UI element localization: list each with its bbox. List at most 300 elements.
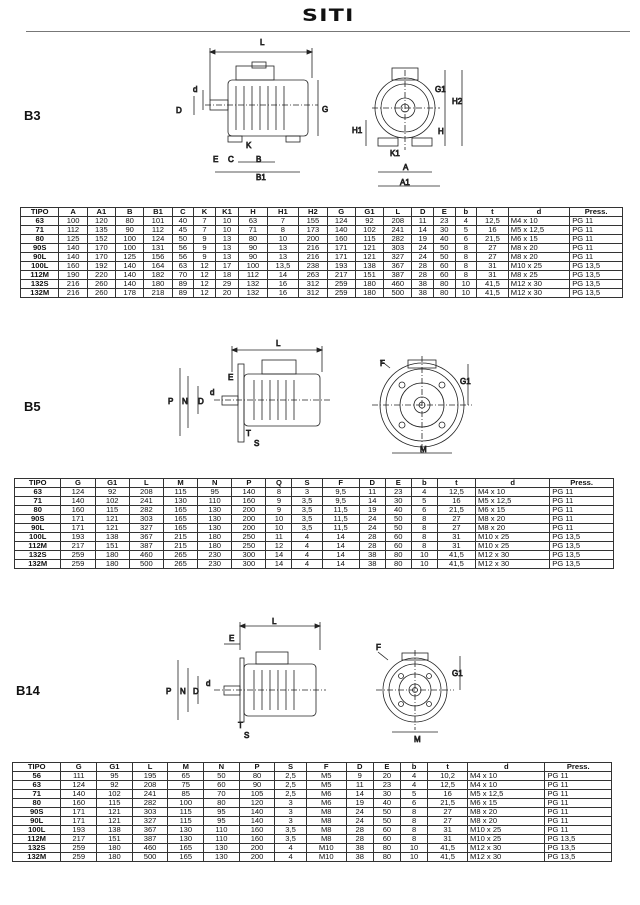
motor-type-cell: 132M: [21, 289, 59, 298]
table-cell: 8: [411, 515, 437, 524]
table-cell: 500: [132, 853, 168, 862]
table-cell: 130: [168, 835, 204, 844]
table-cell: 12: [194, 280, 216, 289]
table-cell: 282: [129, 506, 163, 515]
column-header: K: [194, 208, 216, 217]
table-cell: 121: [97, 817, 133, 826]
table-cell: 19: [359, 506, 385, 515]
table-cell: 40: [373, 799, 400, 808]
table-cell: 282: [132, 799, 168, 808]
table-cell: PG 13,5: [570, 271, 623, 280]
column-header: TIPO: [13, 763, 61, 772]
motor-type-cell: 56: [13, 772, 61, 781]
table-cell: 75: [168, 781, 204, 790]
table-cell: 140: [116, 271, 144, 280]
table-cell: 140: [239, 817, 275, 826]
table-cell: 140: [232, 488, 266, 497]
table-cell: 138: [355, 262, 383, 271]
b14-label-D: D: [193, 687, 199, 696]
column-header: TIPO: [21, 208, 59, 217]
table-cell: 80: [373, 853, 400, 862]
table-cell: 18: [215, 271, 239, 280]
table-cell: 50: [385, 515, 411, 524]
table-cell: 89: [172, 289, 194, 298]
table-header-row: [15, 479, 614, 488]
table-cell: 3: [275, 799, 306, 808]
b5-label-L: L: [276, 339, 281, 348]
table-cell: 216: [299, 244, 327, 253]
table-cell: 27: [437, 515, 475, 524]
table-cell: 11: [359, 488, 385, 497]
table-cell: 90: [116, 226, 144, 235]
column-header: L: [129, 479, 163, 488]
column-header: D: [412, 208, 434, 217]
table-cell: 140: [59, 253, 87, 262]
table-cell: 70: [204, 790, 240, 799]
table-cell: 92: [95, 488, 129, 497]
b14-label-G1: G1: [452, 669, 463, 678]
table-cell: 80: [239, 772, 275, 781]
table-cell: 140: [327, 226, 355, 235]
table-cell: 8: [455, 244, 477, 253]
table-row: [13, 844, 612, 853]
table-cell: 327: [384, 253, 412, 262]
table-cell: 208: [384, 217, 412, 226]
table-cell: M12 x 30: [476, 551, 550, 560]
table-cell: 9: [346, 772, 373, 781]
table-cell: 241: [129, 497, 163, 506]
table-cell: 259: [327, 280, 355, 289]
table-cell: 130: [168, 826, 204, 835]
table-cell: 180: [355, 289, 383, 298]
column-header: A: [59, 208, 87, 217]
table-cell: 121: [95, 524, 129, 533]
b3-label-G: G: [322, 105, 329, 114]
table-cell: PG 11: [545, 817, 612, 826]
table-cell: 12: [194, 262, 216, 271]
table-cell: 180: [97, 853, 133, 862]
table-cell: 500: [129, 560, 163, 569]
column-header: L: [384, 208, 412, 217]
table-cell: 303: [129, 515, 163, 524]
table-cell: 217: [61, 542, 95, 551]
table-cell: 193: [327, 262, 355, 271]
table-cell: 180: [355, 280, 383, 289]
table-cell: 10: [215, 217, 239, 226]
table-cell: 200: [299, 235, 327, 244]
table-cell: 65: [168, 772, 204, 781]
b3-label-C: C: [228, 155, 234, 164]
b5-label-F: F: [380, 359, 385, 368]
table-cell: 80: [433, 289, 455, 298]
table-cell: 23: [373, 781, 400, 790]
b5-front-view: [372, 356, 472, 454]
table-cell: 23: [385, 488, 411, 497]
motor-type-cell: 90S: [21, 244, 59, 253]
b5-label-M: M: [420, 445, 427, 454]
column-header: L: [132, 763, 168, 772]
table-cell: 312: [299, 289, 327, 298]
table-cell: 312: [299, 280, 327, 289]
table-row: [15, 560, 614, 569]
table-cell: 230: [198, 560, 232, 569]
table-cell: 160: [61, 506, 95, 515]
table-cell: 115: [163, 488, 197, 497]
table-cell: 115: [168, 817, 204, 826]
table-cell: 259: [61, 844, 97, 853]
table-cell: 3,5: [292, 506, 322, 515]
table-cell: 19: [346, 799, 373, 808]
motor-type-cell: 63: [21, 217, 59, 226]
b5-label-P: P: [168, 397, 174, 406]
table-cell: 115: [168, 808, 204, 817]
table-cell: 171: [61, 808, 97, 817]
table-cell: M4 x 10: [508, 217, 569, 226]
table-cell: 60: [204, 781, 240, 790]
table-cell: 14: [267, 271, 299, 280]
table-cell: 3: [275, 808, 306, 817]
b5-label-d: d: [210, 388, 215, 397]
column-header: K1: [215, 208, 239, 217]
table-cell: PG 11: [545, 790, 612, 799]
table-row: [21, 280, 623, 289]
table-cell: 50: [204, 772, 240, 781]
table-cell: 132: [239, 289, 267, 298]
table-cell: 56: [172, 244, 194, 253]
column-header: H2: [299, 208, 327, 217]
table-cell: 2,5: [275, 772, 306, 781]
table-cell: M5: [306, 772, 346, 781]
table-cell: M8 x 20: [468, 817, 545, 826]
table-cell: 8: [266, 488, 292, 497]
table-cell: 41,5: [428, 853, 468, 862]
table-cell: 16: [477, 226, 509, 235]
table-cell: 21,5: [477, 235, 509, 244]
table-cell: 80: [116, 217, 144, 226]
table-cell: 28: [412, 271, 434, 280]
table-cell: 10: [400, 844, 427, 853]
motor-type-cell: 90S: [15, 515, 61, 524]
table-cell: 20: [215, 289, 239, 298]
table-cell: 259: [61, 853, 97, 862]
table-cell: 41,5: [437, 551, 475, 560]
table-cell: 110: [204, 835, 240, 844]
motor-type-cell: 90L: [13, 817, 61, 826]
column-header: d: [508, 208, 569, 217]
table-cell: PG 13,5: [550, 560, 614, 569]
table-cell: 2,5: [275, 790, 306, 799]
table-row: [13, 772, 612, 781]
table-cell: M10 x 25: [508, 262, 569, 271]
table-cell: 38: [346, 853, 373, 862]
table-cell: 16: [267, 289, 299, 298]
table-cell: 241: [132, 790, 168, 799]
column-header: N: [198, 479, 232, 488]
table-cell: 70: [172, 271, 194, 280]
table-cell: 14: [412, 226, 434, 235]
table-cell: 10: [215, 226, 239, 235]
table-cell: 12: [266, 542, 292, 551]
table-row: [15, 515, 614, 524]
table-cell: 135: [87, 226, 115, 235]
table-row: [13, 790, 612, 799]
table-cell: 193: [61, 826, 97, 835]
table-cell: 140: [61, 497, 95, 506]
b14-side-view: [178, 622, 326, 722]
table-cell: 259: [61, 560, 95, 569]
table-cell: PG 13,5: [570, 289, 623, 298]
table-cell: 90: [239, 244, 267, 253]
b3-label-H1: H1: [352, 126, 363, 135]
table-cell: 387: [384, 271, 412, 280]
table-cell: 100: [168, 799, 204, 808]
b14-label-d: d: [206, 679, 211, 688]
table-cell: PG 11: [570, 235, 623, 244]
table-cell: M8 x 20: [508, 244, 569, 253]
table-cell: 151: [355, 271, 383, 280]
table-cell: 14: [322, 542, 359, 551]
table-cell: 152: [87, 235, 115, 244]
table-cell: 164: [144, 262, 172, 271]
table-cell: PG 13,5: [550, 542, 614, 551]
table-cell: 14: [346, 790, 373, 799]
motor-type-cell: 132M: [13, 853, 61, 862]
table-cell: PG 11: [570, 244, 623, 253]
table-cell: 92: [355, 217, 383, 226]
motor-type-cell: 63: [15, 488, 61, 497]
table-cell: 125: [59, 235, 87, 244]
table-cell: 38: [412, 280, 434, 289]
table-cell: 165: [163, 515, 197, 524]
table-header-row: [13, 763, 612, 772]
table-cell: 121: [355, 253, 383, 262]
table-row: [15, 497, 614, 506]
table-cell: M5 x 12,5: [476, 497, 550, 506]
motor-type-cell: 80: [21, 235, 59, 244]
table-cell: 28: [346, 826, 373, 835]
table-cell: 124: [327, 217, 355, 226]
column-header: E: [373, 763, 400, 772]
table-cell: 303: [384, 244, 412, 253]
table-cell: 100: [116, 235, 144, 244]
table-cell: 10,2: [428, 772, 468, 781]
table-cell: 216: [299, 253, 327, 262]
motor-type-cell: 90L: [21, 253, 59, 262]
motor-type-cell: 132S: [15, 551, 61, 560]
table-cell: 282: [384, 235, 412, 244]
table-cell: M12 x 30: [508, 289, 569, 298]
table-cell: 12,5: [437, 488, 475, 497]
table-cell: PG 11: [545, 772, 612, 781]
table-cell: 28: [359, 533, 385, 542]
table-cell: M8: [306, 826, 346, 835]
motor-type-cell: 63: [13, 781, 61, 790]
table-row: [21, 289, 623, 298]
table-cell: 102: [97, 790, 133, 799]
column-header: t: [437, 479, 475, 488]
table-cell: 80: [239, 235, 267, 244]
table-cell: 170: [87, 253, 115, 262]
table-cell: 111: [61, 772, 97, 781]
motor-type-cell: 90L: [15, 524, 61, 533]
b5-label-N: N: [182, 397, 188, 406]
table-cell: 265: [163, 560, 197, 569]
table-cell: 80: [204, 799, 240, 808]
table-cell: 14: [322, 551, 359, 560]
table-cell: 19: [412, 235, 434, 244]
table-cell: 71: [239, 226, 267, 235]
b14-label-N: N: [180, 687, 186, 696]
column-header: G: [327, 208, 355, 217]
table-cell: M10 x 25: [468, 826, 545, 835]
table-cell: 208: [129, 488, 163, 497]
table-cell: 14: [322, 533, 359, 542]
table-cell: 165: [168, 844, 204, 853]
table-cell: PG 11: [545, 799, 612, 808]
table-cell: 10: [400, 853, 427, 862]
b3-label-E: E: [213, 155, 219, 164]
table-cell: 41,5: [437, 560, 475, 569]
column-header: N: [204, 763, 240, 772]
table-cell: 200: [232, 524, 266, 533]
table-cell: 193: [61, 533, 95, 542]
table-cell: 160: [327, 235, 355, 244]
b5-label-D: D: [198, 397, 204, 406]
table-cell: 263: [299, 271, 327, 280]
table-cell: M8: [306, 817, 346, 826]
table-cell: 110: [204, 826, 240, 835]
table-cell: 120: [239, 799, 275, 808]
table-cell: 115: [95, 506, 129, 515]
table-cell: 130: [204, 844, 240, 853]
table-cell: 200: [239, 844, 275, 853]
table-cell: PG 13,5: [545, 844, 612, 853]
table-cell: 12: [194, 289, 216, 298]
b3-label-L: L: [260, 38, 265, 47]
table-cell: 56: [172, 253, 194, 262]
table-cell: 121: [95, 515, 129, 524]
table-cell: M6: [306, 790, 346, 799]
b3-label-H2: H2: [452, 97, 463, 106]
table-cell: 92: [97, 781, 133, 790]
table-cell: 60: [433, 271, 455, 280]
table-cell: 171: [327, 253, 355, 262]
table-cell: M12 x 30: [476, 560, 550, 569]
b14-label-M: M: [414, 735, 421, 744]
table-cell: 171: [61, 817, 97, 826]
b14-label-P: P: [166, 687, 172, 696]
table-cell: PG 11: [550, 506, 614, 515]
table-cell: 63: [239, 217, 267, 226]
table-row: [13, 817, 612, 826]
table-cell: 3,5: [275, 835, 306, 844]
table-row: [15, 551, 614, 560]
column-header: A1: [87, 208, 115, 217]
table-cell: 4: [275, 853, 306, 862]
table-cell: 100: [116, 244, 144, 253]
table-cell: 387: [129, 542, 163, 551]
table-cell: 90: [239, 253, 267, 262]
column-header: P: [239, 763, 275, 772]
table-cell: 63: [172, 262, 194, 271]
b3-label-A1: A1: [400, 178, 410, 187]
table-cell: 165: [168, 853, 204, 862]
table-cell: 29: [215, 280, 239, 289]
table-cell: 260: [87, 289, 115, 298]
table-cell: 151: [97, 835, 133, 844]
table-cell: 40: [385, 506, 411, 515]
table-cell: 130: [204, 853, 240, 862]
table-row: [21, 217, 623, 226]
column-header: G: [61, 479, 95, 488]
table-cell: 95: [97, 772, 133, 781]
column-header: b: [411, 479, 437, 488]
table-cell: 8: [400, 808, 427, 817]
table-cell: 27: [477, 244, 509, 253]
b3-label-G1: G1: [435, 85, 446, 94]
section-title-b3: B3: [24, 108, 41, 123]
table-cell: 50: [433, 244, 455, 253]
table-cell: 24: [412, 253, 434, 262]
table-cell: 160: [232, 497, 266, 506]
table-cell: 4: [275, 844, 306, 853]
column-header: S: [292, 479, 322, 488]
table-cell: 6: [411, 506, 437, 515]
b14-label-L: L: [272, 617, 277, 626]
table-cell: 9: [194, 235, 216, 244]
table-cell: 3,5: [292, 515, 322, 524]
table-cell: 200: [232, 515, 266, 524]
table-cell: 217: [61, 835, 97, 844]
column-header: H: [239, 208, 267, 217]
column-header: M: [163, 479, 197, 488]
table-cell: 367: [132, 826, 168, 835]
motor-type-cell: 112M: [21, 271, 59, 280]
motor-type-cell: 100L: [21, 262, 59, 271]
table-cell: 11: [266, 533, 292, 542]
table-cell: 112: [239, 271, 267, 280]
b3-dimension-table: [20, 207, 623, 298]
table-cell: 30: [433, 226, 455, 235]
table-cell: 9,5: [322, 497, 359, 506]
b14-front-view: [376, 650, 460, 732]
table-cell: 3,5: [275, 826, 306, 835]
table-cell: 11,5: [322, 506, 359, 515]
table-cell: 23: [433, 217, 455, 226]
table-cell: 8: [400, 817, 427, 826]
table-cell: 28: [412, 262, 434, 271]
table-cell: M12 x 30: [468, 853, 545, 862]
table-cell: 60: [385, 542, 411, 551]
table-cell: M4 x 10: [476, 488, 550, 497]
table-cell: 195: [132, 772, 168, 781]
b3-label-B1: B1: [256, 173, 266, 182]
table-cell: 165: [163, 506, 197, 515]
table-cell: 60: [373, 826, 400, 835]
table-cell: 8: [411, 533, 437, 542]
column-header: D: [346, 763, 373, 772]
table-cell: 50: [172, 235, 194, 244]
table-cell: 303: [132, 808, 168, 817]
table-cell: M6 x 15: [476, 506, 550, 515]
table-cell: M5 x 12,5: [508, 226, 569, 235]
table-cell: 30: [385, 497, 411, 506]
table-cell: 105: [239, 790, 275, 799]
table-cell: 460: [129, 551, 163, 560]
column-header: Press.: [550, 479, 614, 488]
table-cell: 12: [194, 271, 216, 280]
table-row: [13, 799, 612, 808]
